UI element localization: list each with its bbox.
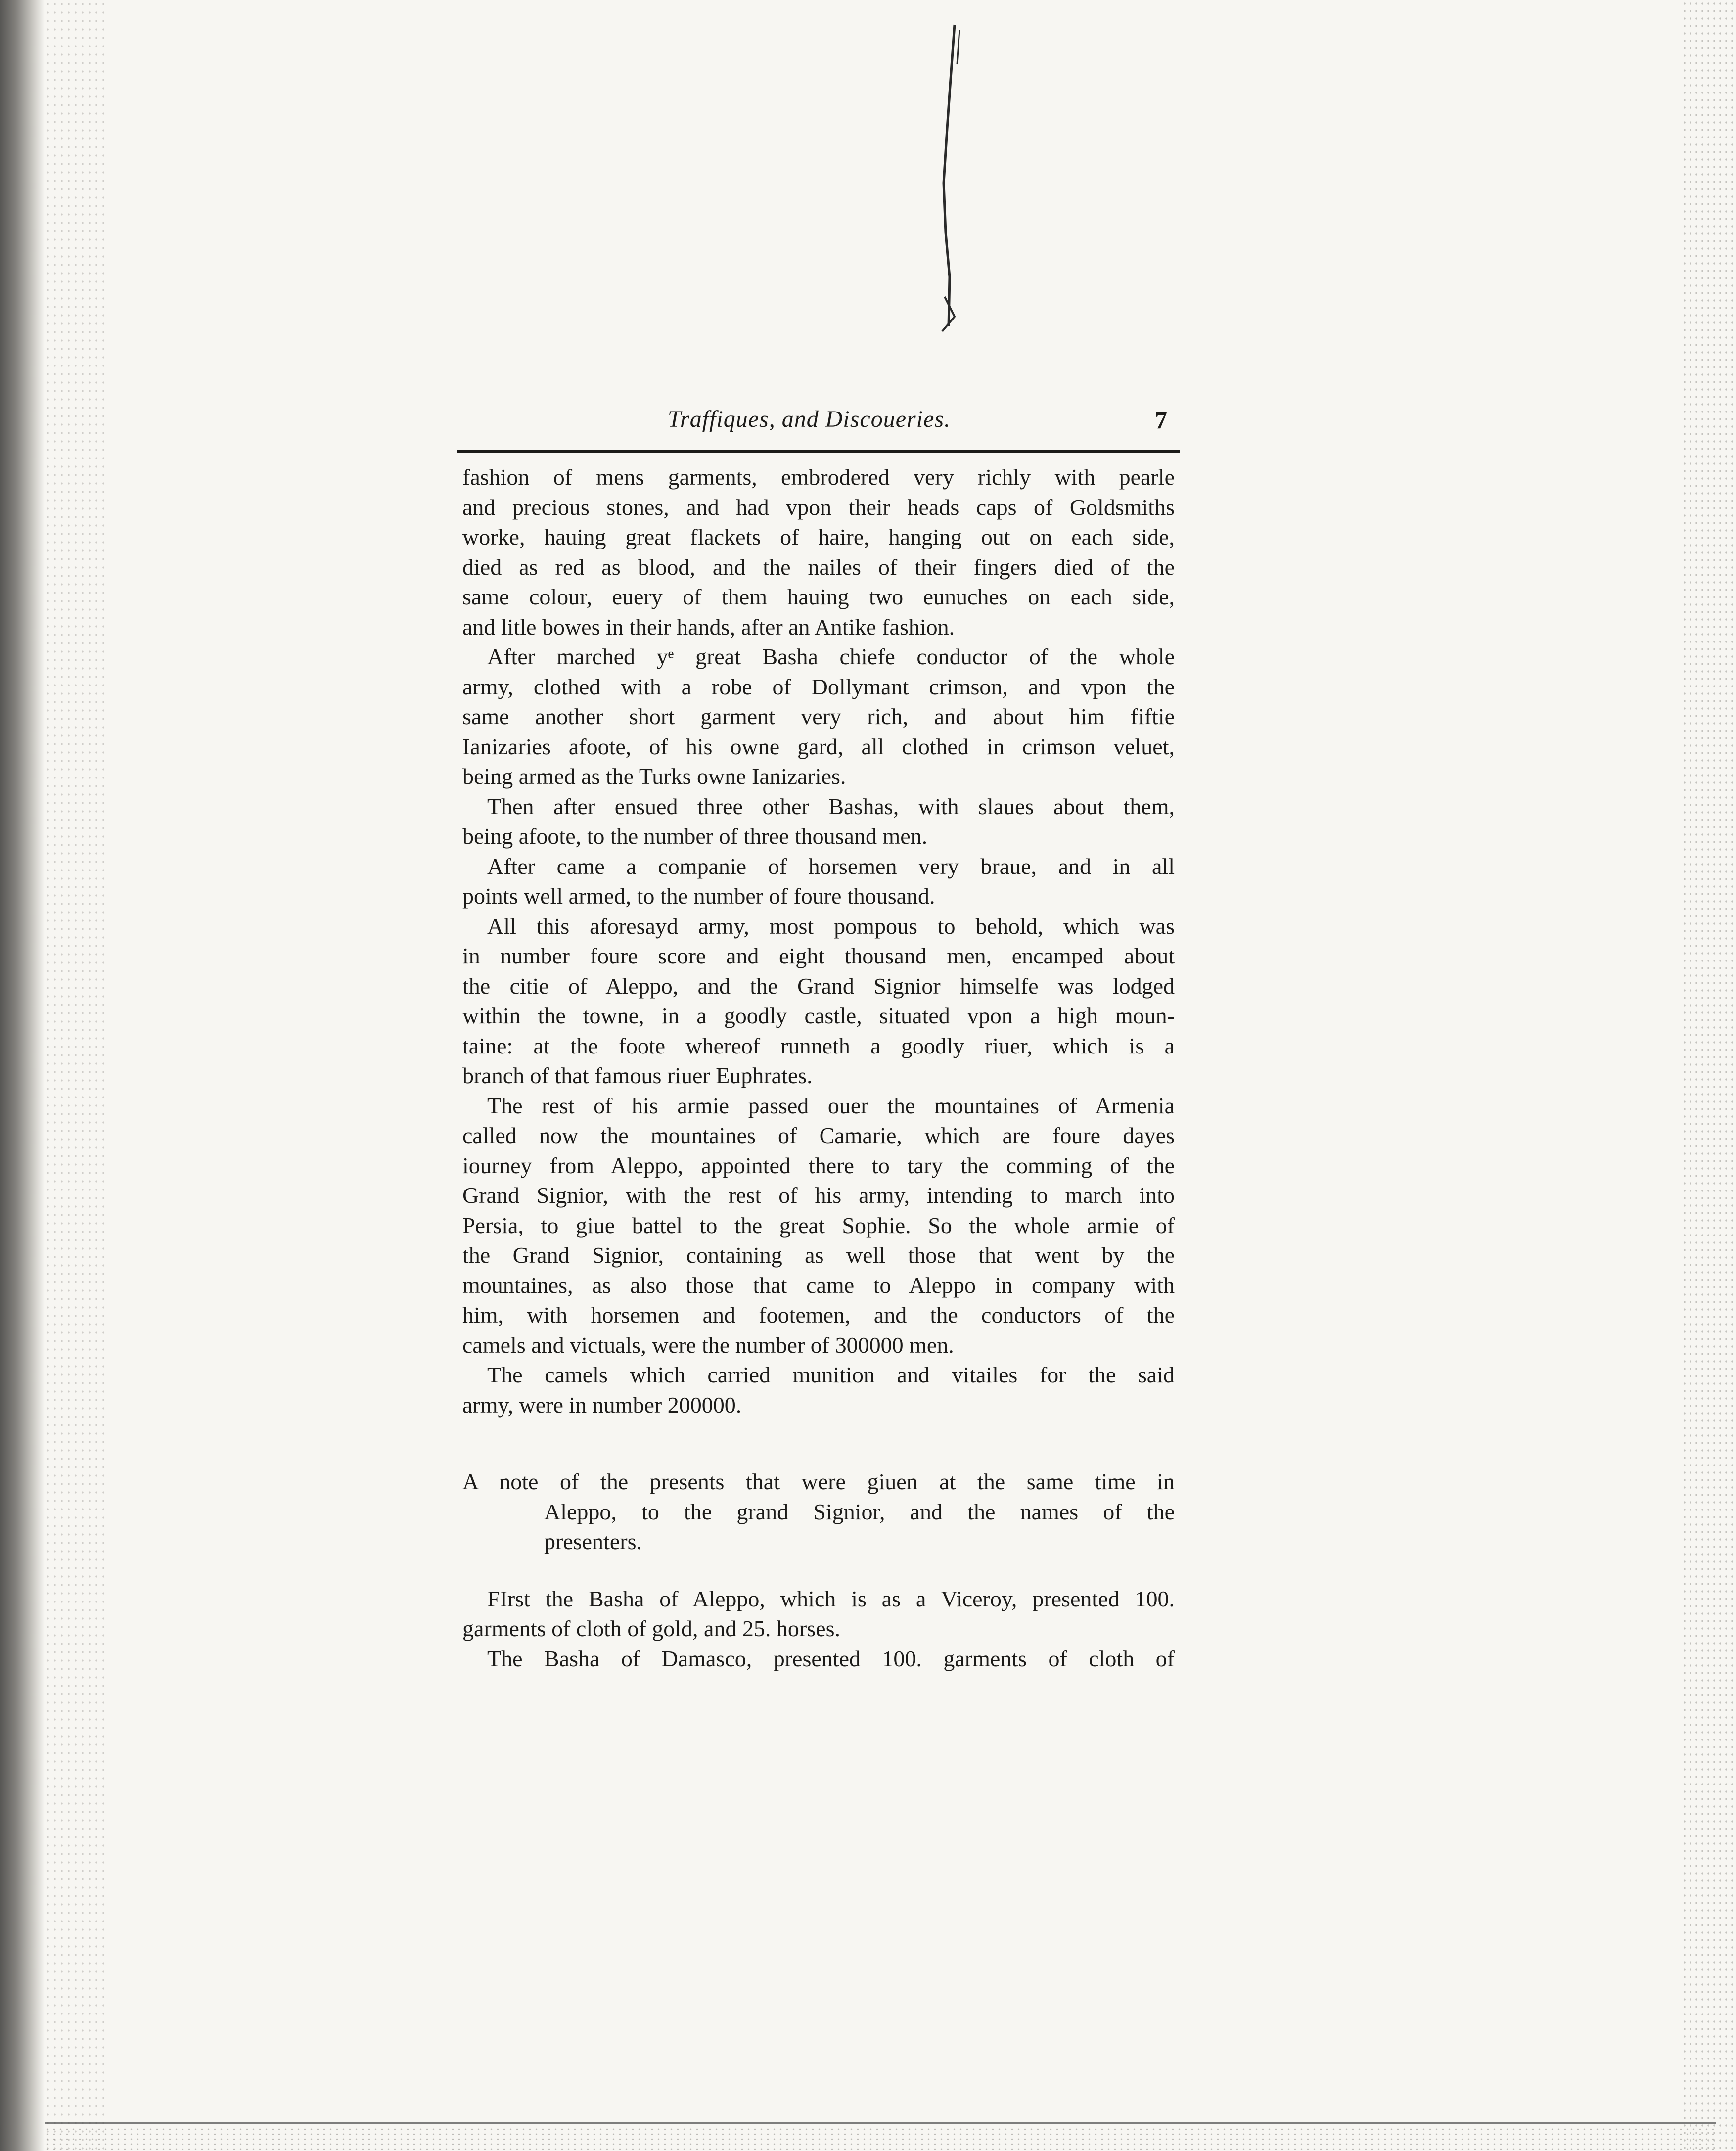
text-line: camels and victuals, were the number of 300000 men. [462, 1332, 954, 1358]
text-line: garments of cloth of gold, and 25. horses. [462, 1616, 840, 1641]
text-line: branch of that famous riuer Euphrates. [462, 1063, 813, 1088]
text-line: The Basha of Damasco, presented 100. garments of cloth of [487, 1646, 1175, 1671]
ink-scribble-mark [920, 20, 979, 336]
paragraph [462, 1091, 1175, 1361]
text-line: The rest of his armie passed ouer the mountaines of Armenia [487, 1093, 1175, 1118]
text-line: worke, hauing great flackets of haire, hanging out on each side, [462, 524, 1175, 549]
text-line: Persia, to giue battel to the great Sophie. So the whole armie of [462, 1212, 1175, 1238]
scan-noise-left [45, 0, 104, 2151]
text-line: died as red as blood, and the nailes of their fingers died of the [462, 554, 1175, 580]
text-line: FIrst the Basha of Aleppo, which is as a Viceroy, presented 100. [487, 1586, 1175, 1611]
text-line: the citie of Aleppo, and the Grand Signior himselfe was lodged [462, 973, 1175, 999]
paragraph [462, 462, 1175, 642]
text-line: in number foure score and eight thousand men, encamped about [462, 943, 1175, 968]
body-text [462, 462, 1175, 1674]
text-line: called now the mountaines of Camarie, which are foure dayes [462, 1123, 1175, 1148]
paragraph [462, 792, 1175, 852]
section-heading [462, 1467, 1175, 1557]
text-line: Then after ensued three other Bashas, with slaues about them, [487, 793, 1175, 819]
paragraph [462, 1360, 1175, 1420]
paragraph [462, 642, 1175, 792]
text-line: mountaines, as also those that came to Aleppo in company with [462, 1272, 1175, 1298]
text-line: fashion of mens garments, embrodered very richly with pearle [462, 464, 1175, 490]
text-line: The camels which carried munition and vitailes for the said [487, 1362, 1175, 1387]
section-spacer [462, 1420, 1175, 1467]
running-head [460, 406, 1177, 440]
text-line: All this aforesayd army, most pompous to behold, which was [487, 913, 1175, 939]
text-line: the Grand Signior, containing as well those that went by the [462, 1242, 1175, 1268]
paragraph [462, 852, 1175, 912]
text-line: being afoote, to the number of three thousand men. [462, 824, 928, 849]
text-line: Grand Signior, with the rest of his army, intending to march into [462, 1183, 1175, 1208]
text-line: within the towne, in a goodly castle, situated vpon a high moun- [462, 1003, 1175, 1028]
text-line: points well armed, to the number of foure thousand. [462, 883, 935, 909]
text-line: iourney from Aleppo, appointed there to tary the comming of the [462, 1152, 1175, 1178]
header-rule [457, 450, 1180, 453]
text-line: After marched yᵉ great Basha chiefe conductor of the whole [487, 644, 1175, 669]
page-number: 7 [1155, 406, 1167, 434]
scan-edge-left [0, 0, 45, 2151]
heading-line: presenters. [544, 1529, 642, 1554]
paragraph [462, 1644, 1175, 1674]
text-line: same colour, euery of them hauing two eunuches on each side, [462, 584, 1175, 609]
text-line: same another short garment very rich, and about him fiftie [462, 704, 1175, 729]
heading-line: Aleppo, to the grand Signior, and the names of the [544, 1499, 1175, 1524]
text-line: and precious stones, and had vpon their heads caps of Goldsmiths [462, 494, 1175, 520]
text-line: taine: at the foote whereof runneth a goodly riuer, which is a [462, 1033, 1175, 1058]
paragraph [462, 912, 1175, 1091]
text-line: army, were in number 200000. [462, 1392, 742, 1418]
scan-noise-right [1682, 0, 1736, 2151]
text-line: being armed as the Turks owne Ianizaries. [462, 764, 846, 789]
heading-line: A note of the presents that were giuen at the same time in [462, 1469, 1175, 1494]
section-spacer [462, 1557, 1175, 1584]
scan-noise-bottom [45, 2127, 1716, 2151]
paragraph [462, 1584, 1175, 1644]
text-line: and litle bowes in their hands, after an Antike fashion. [462, 614, 955, 640]
running-title: Traffiques, and Discoueries. [668, 406, 951, 432]
text-line: him, with horsemen and footemen, and the conductors of the [462, 1302, 1175, 1327]
text-line: Ianizaries afoote, of his owne gard, all clothed in crimson veluet, [462, 733, 1175, 759]
text-line: army, clothed with a robe of Dollymant crimson, and vpon the [462, 674, 1175, 699]
text-line: After came a companie of horsemen very braue, and in all [487, 853, 1175, 879]
